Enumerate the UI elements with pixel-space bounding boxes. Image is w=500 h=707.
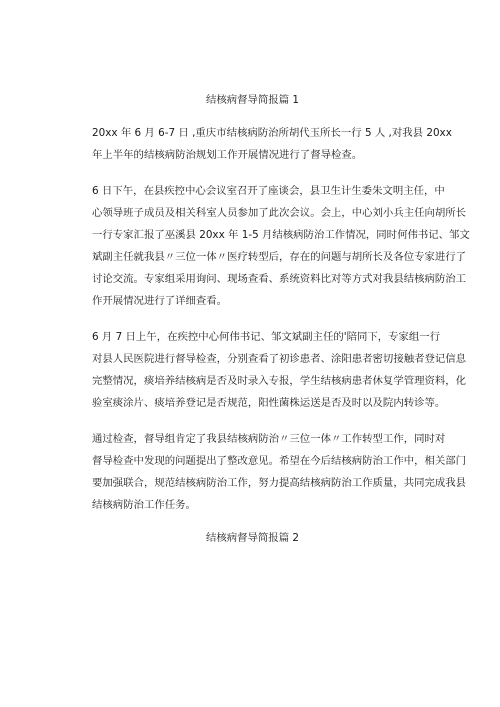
paragraph-line: 对县人民医院进行督导检查，分别查看了初诊患者、涂阳患者密切接触者登记信息	[92, 353, 467, 365]
paragraph-2	[71, 180, 470, 312]
paragraph-3	[71, 326, 467, 414]
paragraph-line: 讨论交流。专家组采用询问、现场查看、系统资料比对等方式对我县结核病防治工	[92, 273, 467, 285]
section-2-title: 结核病督导简报篇 2	[205, 532, 300, 544]
paragraph-line: 6 月 7 日上午，在疾控中心何伟书记、邹文斌副主任的'陪同下，专家组一行	[92, 331, 441, 343]
paragraph-4	[71, 428, 467, 516]
paragraph-line: 作开展情况进行了详细查看。	[92, 295, 228, 307]
paragraph-line: 6 日下午，在县疾控中心会议室召开了座谈会，县卫生计生委朱文明主任，中	[92, 185, 445, 197]
paragraph-line: 结核病防治工作任务。	[92, 499, 196, 511]
paragraph-line: 一行专家汇报了巫溪县 20xx 年 1-5 月结核病防治工作情况，同时何伟书记、邹文	[92, 229, 470, 241]
paragraph-line: 验室痰涂片、痰培养登记是否规范，阳性菌株运送是否及时以及院内转诊等。	[92, 397, 446, 409]
paragraph-line: 完整情况，痰培养结核病是否及时录入专报，学生结核病患者休复学管理资料，化	[92, 375, 467, 387]
paragraph-line: 20xx 年 6 月 6-7 日 ,重庆市结核病防治所胡代玉所长一行 5 人 ,对我县 20xx	[92, 127, 452, 139]
paragraph-line: 通过检查，督导组肯定了我县结核病防治〃三位一体〃工作转型工作，同时对	[92, 433, 446, 445]
paragraph-line: 督导检查中发现的问题提出了整改意见。希望在今后结核病防治工作中，相关部门	[92, 455, 467, 467]
paragraph-1	[71, 122, 452, 166]
section-1-title: 结核病督导简报篇 1	[205, 94, 300, 106]
section-1-body	[71, 122, 470, 516]
paragraph-line: 心领导班子成员及相关科室人员参加了此次会议。会上，中心刘小兵主任向胡所长	[92, 207, 467, 219]
paragraph-line: 要加强联合，规范结核病防治工作，努力提高结核病防治工作质量，共同完成我县	[92, 477, 467, 489]
paragraph-line: 年上半年的结核病防治规划工作开展情况进行了督导检查。	[92, 149, 363, 161]
paragraph-line: 斌副主任就我县〃三位一体〃医疗转型后，存在的问题与胡所长及各位专家进行了	[92, 251, 467, 263]
